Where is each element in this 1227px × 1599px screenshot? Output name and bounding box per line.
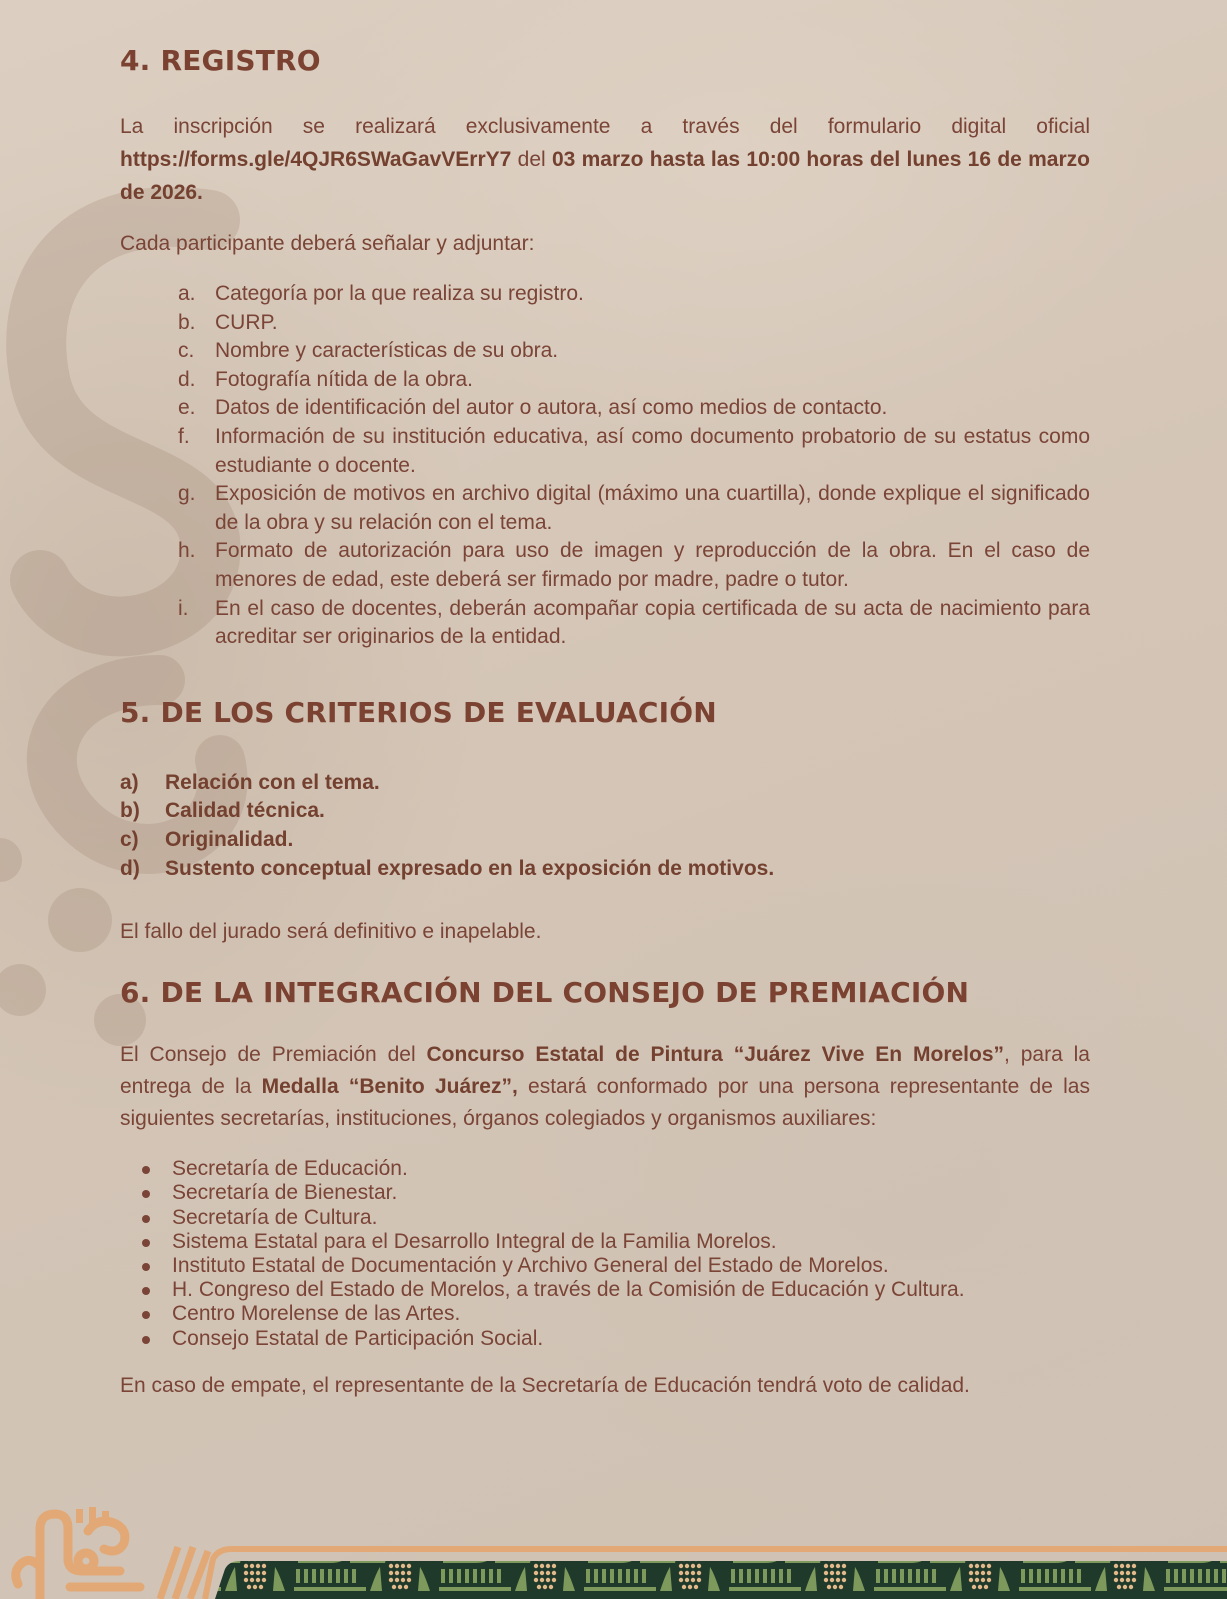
list-marker: b. (178, 310, 196, 334)
member-text: Centro Morelense de las Artes. (172, 1302, 461, 1326)
list-item (178, 595, 1090, 652)
member-text: Consejo Estatal de Participación Social. (172, 1326, 544, 1350)
criteria-item (120, 855, 1110, 884)
footer-ornament-band (0, 1459, 1227, 1599)
list-marker: g. (178, 482, 196, 506)
member-text: Secretaría de Educación. (172, 1157, 408, 1181)
form-url-link[interactable]: https://forms.gle/4QJR6SWaGavVErrY7 (120, 148, 512, 171)
member-text: Sistema Estatal para el Desarrollo Integral de la Familia Morelos. (172, 1229, 777, 1253)
list-item-text: Fotografía nítida de la obra. (215, 367, 473, 391)
section-heading-criterios: 5. DE LOS CRITERIOS DE EVALUACIÓN (120, 695, 717, 729)
list-marker: f. (178, 424, 190, 448)
list-marker: h. (178, 539, 196, 563)
list-marker: d. (178, 367, 196, 391)
list-marker: i. (178, 596, 189, 620)
section-consejo (120, 976, 1110, 1400)
list-marker: a. (178, 282, 196, 305)
criteria-text: Relación con el tema. (165, 770, 380, 794)
list-item (178, 280, 1090, 309)
list-item-text: En el caso de docentes, deberán acompañar copia certificada de su acta de nacimiento para acreditar ser originarios de la entidad. (215, 596, 1090, 649)
medal-name: Medalla “Benito Juárez”, (261, 1075, 518, 1099)
list-item-text: Nombre y características de su obra. (215, 339, 559, 363)
list-item (178, 394, 1090, 423)
council-paragraph (120, 1039, 1090, 1135)
list-item (178, 366, 1090, 395)
bullet-icon (142, 1215, 150, 1223)
section-heading-registro: 4. REGISTRO (120, 44, 321, 77)
list-item-text: Formato de autorización para uso de imagen y reproducción de la obra. En el caso de menores de edad, este deberá ser firmado por madre, padre o tutor. (215, 539, 1090, 591)
list-item-text: Información de su institución educativa, así como documento probatorio de su estatus como estudiante o docente. (215, 424, 1090, 477)
bullet-icon (142, 1263, 150, 1271)
list-item-text: Exposición de motivos en archivo digital (máximo una cuartilla), donde explique el significado de la obra y su relación con el tema. (215, 482, 1090, 534)
list-marker: d) (120, 856, 140, 880)
criteria-item (120, 797, 1110, 826)
list-marker: a) (120, 770, 139, 794)
list-item (142, 1302, 1110, 1326)
list-item (142, 1278, 1110, 1302)
requirements-lead: Cada participante deberá señalar y adjuntar: (120, 232, 535, 255)
list-item (142, 1181, 1110, 1205)
list-item-text: CURP. (215, 310, 278, 334)
criteria-item (120, 769, 1110, 798)
criteria-list (120, 769, 1110, 883)
registration-date-range: 03 marzo hasta las 10:00 horas del lunes 16 de marzo de 2026. (120, 148, 1090, 204)
list-marker: e. (178, 396, 196, 420)
document-body (120, 44, 1110, 1400)
list-item (142, 1254, 1110, 1278)
bullet-icon (142, 1287, 150, 1295)
requirements-list (120, 280, 1090, 652)
member-text: Instituto Estatal de Documentación y Archivo General del Estado de Morelos. (172, 1253, 889, 1277)
list-item (142, 1327, 1110, 1351)
member-text: H. Congreso del Estado de Morelos, a través de la Comisión de Educación y Cultura. (172, 1278, 965, 1302)
council-text-3: estará conformado por una persona representante de las siguientes secretarías, instituciones, órganos colegiados y organismos auxiliares: (120, 1075, 1090, 1131)
list-item-text: Categoría por la que realiza su registro. (215, 282, 584, 305)
list-item (142, 1206, 1110, 1230)
bullet-icon (142, 1311, 150, 1319)
list-item (178, 480, 1090, 537)
council-text: El Consejo de Premiación del (120, 1043, 427, 1067)
member-text: Secretaría de Bienestar. (172, 1181, 398, 1205)
criteria-text: Sustento conceptual expresado en la exposición de motivos. (165, 856, 775, 880)
list-item-text: Datos de identificación del autor o autora, así como medios de contacto. (215, 396, 888, 420)
list-item (178, 423, 1090, 480)
member-text: Secretaría de Cultura. (172, 1205, 378, 1229)
list-item (142, 1230, 1110, 1254)
bullet-icon (142, 1239, 150, 1247)
intro-text-2: del (511, 148, 552, 171)
jury-note: El fallo del jurado será definitivo e inapelable. (120, 920, 542, 944)
criteria-text: Calidad técnica. (165, 799, 325, 823)
list-item (178, 337, 1090, 366)
list-item (142, 1157, 1110, 1181)
council-text-2: , para la entrega de la (120, 1043, 1090, 1099)
list-marker: c) (120, 827, 139, 851)
bullet-icon (142, 1336, 150, 1344)
section-heading-consejo: 6. DE LA INTEGRACIÓN DEL CONSEJO DE PREMIACIÓN (120, 976, 970, 1010)
bullet-icon (142, 1166, 150, 1174)
registration-paragraph (120, 110, 1090, 209)
tie-break-note: En caso de empate, el representante de la Secretaría de Educación tendrá voto de calidad. (120, 1373, 970, 1397)
list-marker: b) (120, 799, 140, 823)
contest-name: Concurso Estatal de Pintura “Juárez Vive En Morelos” (426, 1043, 1005, 1067)
list-item (178, 309, 1090, 338)
intro-text: La inscripción se realizará exclusivamente a través del formulario digital oficial (120, 115, 1090, 138)
criteria-item (120, 826, 1110, 855)
section-registro (120, 44, 1110, 652)
criteria-text: Originalidad. (165, 827, 294, 851)
bullet-icon (142, 1190, 150, 1198)
section-criterios (120, 696, 1110, 946)
council-members-list (120, 1157, 1110, 1351)
list-item (178, 537, 1090, 594)
list-marker: c. (178, 339, 195, 363)
